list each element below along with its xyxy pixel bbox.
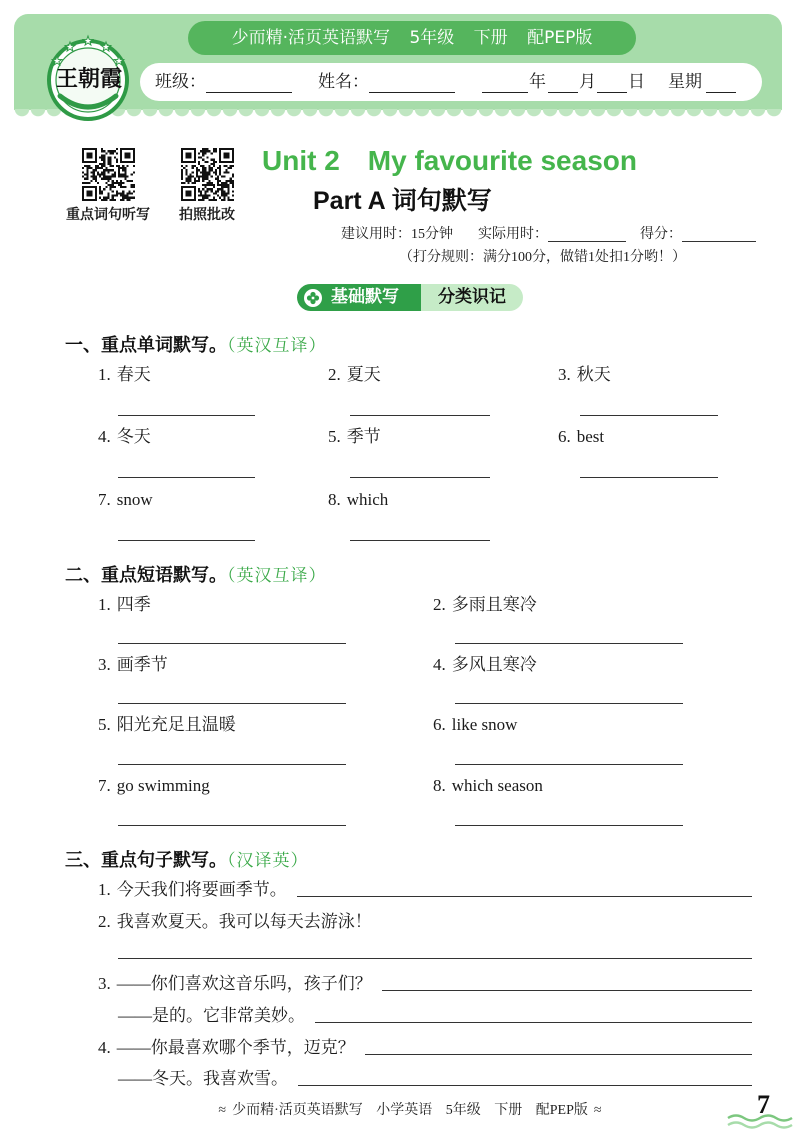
item-prompt: which	[346, 490, 389, 509]
dialogue-reply	[118, 1003, 752, 1027]
item-prompt: 夏天	[346, 365, 381, 384]
item-prompt: 秋天	[576, 365, 611, 384]
dialogue-item	[98, 971, 752, 995]
item-number: 7.	[98, 490, 111, 509]
item-number: 7.	[98, 776, 111, 795]
item-number: 2.	[328, 365, 341, 384]
weekday-field[interactable]	[706, 92, 736, 93]
class-field[interactable]	[206, 92, 292, 93]
badge-basic-dictation: 基础默写	[297, 284, 421, 311]
unit-number: Unit 2	[262, 145, 340, 176]
phrase-item	[433, 714, 517, 736]
badge-category: 分类识记	[421, 284, 523, 311]
item-prompt: 画季节	[116, 655, 168, 674]
phrase-item	[433, 775, 543, 797]
item-number: 6.	[558, 427, 571, 446]
score-field[interactable]	[682, 241, 756, 242]
dialogue-answer: ——冬天。我喜欢雪。	[118, 1069, 288, 1088]
phrase-item	[433, 654, 537, 676]
answer-blank[interactable]	[118, 415, 255, 416]
wave-icon: ≈	[593, 1103, 602, 1118]
word-item	[558, 364, 611, 386]
suggested-time: 建议用时：15分钟	[341, 227, 453, 242]
item-prompt: like snow	[451, 715, 518, 734]
phrase-item	[98, 594, 151, 616]
logo-text: 王朝霞	[56, 66, 123, 92]
item-number: 4.	[433, 655, 446, 674]
item-prompt: go swimming	[116, 776, 210, 795]
item-prompt: 多雨且寒冷	[451, 595, 537, 614]
answer-blank[interactable]	[118, 764, 346, 765]
phrase-item	[433, 594, 537, 616]
footer	[150, 1102, 670, 1120]
answer-blank[interactable]	[365, 1054, 752, 1055]
item-number: 4.	[98, 1038, 111, 1057]
sentence-item	[98, 909, 752, 933]
actual-time-field[interactable]	[548, 241, 626, 242]
weekday-label: 星期	[668, 72, 702, 92]
name-field[interactable]	[369, 92, 455, 93]
item-number: 1.	[98, 365, 111, 384]
item-prompt: 多风且寒冷	[451, 655, 537, 674]
item-number: 5.	[98, 715, 111, 734]
phrase-item	[98, 654, 168, 676]
class-label: 班级：	[155, 72, 206, 92]
year-label: 年	[529, 72, 546, 92]
answer-blank[interactable]	[118, 958, 752, 959]
section-hint: （汉译英）	[227, 851, 309, 871]
item-prompt: best	[576, 427, 605, 446]
item-number: 8.	[433, 776, 446, 795]
qr-code-icon	[179, 146, 236, 203]
answer-blank[interactable]	[580, 477, 718, 478]
qr-modules	[82, 148, 135, 201]
sentence-prompt: 我喜欢夏天。我可以每天去游泳！	[116, 912, 372, 931]
answer-blank[interactable]	[350, 540, 490, 541]
item-number: 3.	[558, 365, 571, 384]
dialogue-question: ——你最喜欢哪个季节，迈克？	[116, 1038, 355, 1057]
qr-code-icon	[80, 146, 137, 203]
section-3-heading	[65, 846, 309, 873]
item-prompt: snow	[116, 490, 153, 509]
section-hint: （英汉互译）	[227, 336, 327, 356]
qr-modules	[181, 148, 234, 201]
qr-label-photo-grading: 拍照批改	[179, 207, 235, 223]
item-number: 1.	[98, 595, 111, 614]
item-number: 2.	[433, 595, 446, 614]
answer-blank[interactable]	[455, 764, 683, 765]
day-label: 日	[628, 72, 645, 92]
day-field[interactable]	[597, 92, 627, 93]
page-wave-decoration	[726, 1112, 796, 1130]
item-number: 1.	[98, 880, 111, 899]
answer-blank[interactable]	[455, 825, 683, 826]
answer-blank[interactable]	[455, 643, 683, 644]
dialogue-reply	[118, 1066, 752, 1090]
answer-blank[interactable]	[580, 415, 718, 416]
item-prompt: 四季	[116, 595, 151, 614]
series-title: 少而精·活页英语默写 5年级 下册 配PEP版	[188, 21, 636, 55]
qr-label-dictation: 重点词句听写	[66, 207, 150, 223]
dialogue-answer: ——是的。它非常美妙。	[118, 1006, 305, 1025]
item-number: 6.	[433, 715, 446, 734]
item-prompt: 季节	[346, 427, 381, 446]
word-item	[98, 489, 153, 511]
answer-blank[interactable]	[118, 540, 255, 541]
footer-text: 少而精·活页英语默写 小学英语 5年级 下册 配PEP版	[232, 1103, 588, 1118]
sentence-item	[98, 877, 752, 901]
word-item	[328, 364, 381, 386]
answer-blank[interactable]	[350, 415, 490, 416]
word-item	[98, 364, 151, 386]
answer-blank[interactable]	[118, 703, 346, 704]
item-number: 3.	[98, 655, 111, 674]
section-title: 一、重点单词默写。	[65, 335, 227, 356]
section-hint: （英汉互译）	[227, 566, 327, 586]
item-prompt: which season	[451, 776, 543, 795]
item-prompt: 阳光充足且温暖	[116, 715, 236, 734]
clover-icon	[303, 288, 323, 308]
item-prompt: 春天	[116, 365, 151, 384]
part-title: Part A 词句默写	[313, 187, 492, 215]
dialogue-item	[98, 1035, 752, 1059]
item-prompt: 冬天	[116, 427, 151, 446]
answer-blank[interactable]	[382, 990, 752, 991]
answer-blank[interactable]	[350, 477, 490, 478]
year-field[interactable]	[482, 92, 528, 93]
item-number: 8.	[328, 490, 341, 509]
item-number: 5.	[328, 427, 341, 446]
answer-blank[interactable]	[297, 896, 752, 897]
answer-blank[interactable]	[455, 703, 683, 704]
word-item	[328, 489, 388, 511]
answer-blank[interactable]	[298, 1085, 752, 1086]
word-item	[558, 426, 604, 448]
section-1-heading	[65, 331, 327, 358]
unit-title	[262, 144, 637, 178]
section-title: 二、重点短语默写。	[65, 565, 227, 586]
actual-time-label: 实际用时：	[478, 227, 548, 242]
answer-blank[interactable]	[118, 825, 346, 826]
phrase-item	[98, 775, 210, 797]
word-item	[98, 426, 151, 448]
section-title: 三、重点句子默写。	[65, 850, 227, 871]
name-label: 姓名：	[318, 72, 369, 92]
scoring-rule: （打分规则：满分100分，做错1处扣1分哟！）	[399, 250, 686, 265]
answer-blank[interactable]	[118, 643, 346, 644]
score-label: 得分：	[640, 227, 682, 242]
item-number: 4.	[98, 427, 111, 446]
page-number: 7	[757, 1090, 770, 1119]
answer-blank[interactable]	[315, 1022, 752, 1023]
wave-icon: ≈	[218, 1103, 227, 1118]
sentence-prompt: 今天我们将要画季节。	[116, 880, 287, 899]
word-item	[328, 426, 381, 448]
section-2-heading	[65, 561, 327, 588]
month-label: 月	[579, 72, 596, 92]
phrase-item	[98, 714, 236, 736]
item-number: 2.	[98, 912, 111, 931]
answer-blank[interactable]	[118, 477, 255, 478]
unit-name: My favourite season	[367, 145, 637, 176]
dialogue-question: ——你们喜欢这音乐吗，孩子们？	[116, 974, 372, 993]
month-field[interactable]	[548, 92, 578, 93]
item-number: 3.	[98, 974, 111, 993]
